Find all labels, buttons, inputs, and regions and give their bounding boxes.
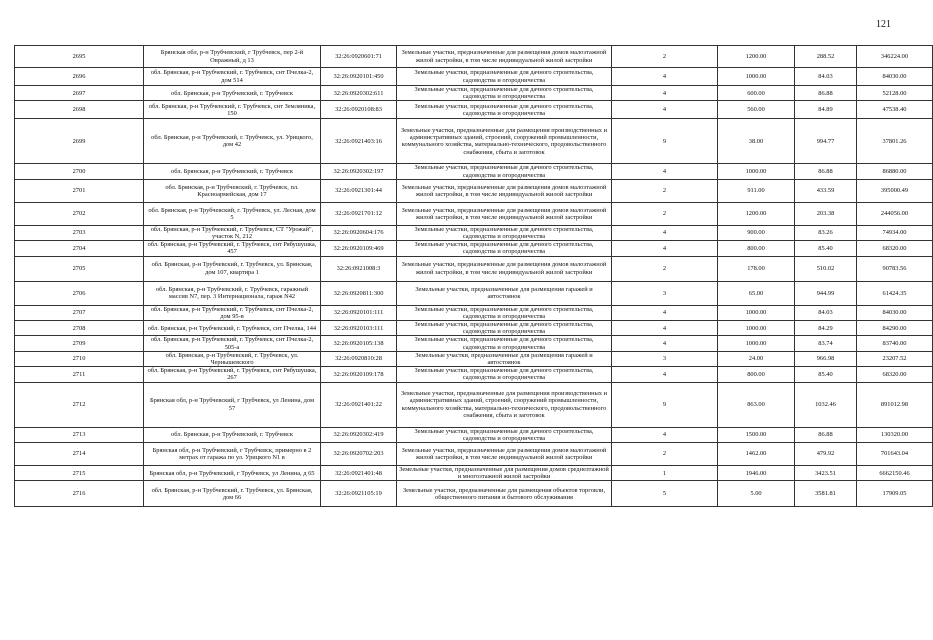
cadastral-value-cell: 244056.00	[857, 202, 933, 225]
row-number-cell: 2705	[15, 256, 144, 281]
cadastral-value-table	[14, 45, 933, 507]
area-cell: 1000.00	[718, 305, 795, 320]
land-use-cell: Земельные участки, предназначенные для дачного строительства, садоводства и огородничества	[397, 427, 612, 442]
land-use-cell: Земельные участки, предназначенные для размещения домов среднеэтажной и многоэтажной жилой застройки	[397, 466, 612, 481]
cadastral-value-cell: 86880.00	[857, 164, 933, 179]
address-cell: обл. Брянская, р-н Трубчевский, г. Трубчевск, снт Пчелка-2, дом 95-в	[144, 305, 321, 320]
page-number: 121	[876, 19, 891, 30]
row-number-cell: 2716	[15, 481, 144, 507]
table-row	[15, 202, 933, 225]
land-use-cell: Земельные участки, предназначенные для размещения домов малоэтажной жилой застройки, в том числе индивидуальной жилой застройки	[397, 179, 612, 202]
specific-value-cell: 3581.81	[795, 481, 857, 507]
cadastral-number-cell: 32:26:0920302:611	[321, 86, 397, 101]
land-use-cell: Земельные участки, предназначенные для размещения домов малоэтажной жилой застройки, в том числе индивидуальной жилой застройки	[397, 256, 612, 281]
use-group-cell: 5	[612, 481, 718, 507]
use-group-cell: 4	[612, 305, 718, 320]
cadastral-number-cell: 32:26:0920108:83	[321, 101, 397, 119]
cadastral-number-cell: 32:26:0921401:22	[321, 382, 397, 427]
area-cell: 900.00	[718, 225, 795, 240]
cadastral-number-cell: 32:26:0920302:419	[321, 427, 397, 442]
use-group-cell: 4	[612, 68, 718, 86]
row-number-cell: 2701	[15, 179, 144, 202]
land-use-cell: Земельные участки, предназначенные для дачного строительства, садоводства и огородничества	[397, 68, 612, 86]
cadastral-value-cell: 84030.00	[857, 305, 933, 320]
area-cell: 38.00	[718, 119, 795, 164]
use-group-cell: 9	[612, 382, 718, 427]
specific-value-cell: 83.74	[795, 336, 857, 351]
specific-value-cell: 85.40	[795, 367, 857, 382]
row-number-cell: 2706	[15, 281, 144, 305]
address-cell: Брянская обл, р-н Трубчевский, г Трубчевск, ул Ленина, дом 57	[144, 382, 321, 427]
row-number-cell: 2713	[15, 427, 144, 442]
table-row	[15, 367, 933, 382]
cadastral-number-cell: 32:26:0921701:12	[321, 202, 397, 225]
specific-value-cell: 85.40	[795, 241, 857, 256]
use-group-cell: 2	[612, 202, 718, 225]
row-number-cell: 2698	[15, 101, 144, 119]
use-group-cell: 2	[612, 443, 718, 466]
table-body	[15, 46, 933, 507]
table-row	[15, 86, 933, 101]
specific-value-cell: 86.88	[795, 164, 857, 179]
cadastral-value-cell: 6662150.46	[857, 466, 933, 481]
cadastral-value-cell: 701643.04	[857, 443, 933, 466]
use-group-cell: 2	[612, 179, 718, 202]
address-cell: обл. Брянская, р-н Трубчевский, г. Трубчевск, снт Рябушушка, 457	[144, 241, 321, 256]
row-number-cell: 2711	[15, 367, 144, 382]
use-group-cell: 2	[612, 256, 718, 281]
table-row	[15, 119, 933, 164]
use-group-cell: 1	[612, 466, 718, 481]
cadastral-number-cell: 32:26:0920101:111	[321, 305, 397, 320]
land-use-cell: Земельные участки, предназначенные для размещения домов малоэтажной жилой застройки, в том числе индивидуальной жилой застройки	[397, 443, 612, 466]
row-number-cell: 2709	[15, 336, 144, 351]
cadastral-number-cell: 32:26:0920109:178	[321, 367, 397, 382]
table-row	[15, 281, 933, 305]
area-cell: 65.00	[718, 281, 795, 305]
row-number-cell: 2702	[15, 202, 144, 225]
address-cell: Брянская обл, р-н Трубчевский, г Трубчевск, пер 2-й Овражный, д 13	[144, 46, 321, 68]
specific-value-cell: 83.26	[795, 225, 857, 240]
table-row	[15, 336, 933, 351]
address-cell: обл. Брянская, р-н Трубчевский, г. Трубчевск	[144, 427, 321, 442]
area-cell: 1946.00	[718, 466, 795, 481]
cadastral-number-cell: 32:26:0921008:3	[321, 256, 397, 281]
land-use-cell: Земельные участки, предназначенные для размещения объектов торговли, общественного питания и бытового обслуживания	[397, 481, 612, 507]
area-cell: 1000.00	[718, 164, 795, 179]
area-cell: 1000.00	[718, 336, 795, 351]
land-use-cell: Земельные участки, предназначенные для размещения домов малоэтажной жилой застройки, в том числе индивидуальной жилой застройки	[397, 46, 612, 68]
land-use-cell: Земельные участки, предназначенные для дачного строительства, садоводства и огородничества	[397, 305, 612, 320]
land-use-cell: Земельные участки, предназначенные для дачного строительства, садоводства и огородничества	[397, 336, 612, 351]
land-use-cell: Земельные участки, предназначенные для дачного строительства, садоводства и огородничества	[397, 101, 612, 119]
area-cell: 1200.00	[718, 46, 795, 68]
cadastral-value-cell: 74934.00	[857, 225, 933, 240]
cadastral-value-cell: 17909.05	[857, 481, 933, 507]
area-cell: 24.00	[718, 351, 795, 366]
specific-value-cell: 203.38	[795, 202, 857, 225]
address-cell: обл. Брянская, р-н Трубчевский, г. Трубчевск, снт Пчелка-2, дом 514	[144, 68, 321, 86]
land-use-cell: Земельные участки, предназначенные для размещения производственных и административных зданий, строений, сооружений промышленности, коммунального хозяйства, материально-технического, продовольственного снабжения, сбыта и заготовок	[397, 382, 612, 427]
address-cell: обл. Брянская, р-н Трубчевский, г. Трубчевск, ул. Урицкого, дом 42	[144, 119, 321, 164]
specific-value-cell: 288.52	[795, 46, 857, 68]
row-number-cell: 2700	[15, 164, 144, 179]
cadastral-value-cell: 130320.00	[857, 427, 933, 442]
address-cell: обл. Брянская, р-н Трубчевский, г. Трубчевск	[144, 164, 321, 179]
row-number-cell: 2712	[15, 382, 144, 427]
row-number-cell: 2707	[15, 305, 144, 320]
cadastral-value-cell: 346224.00	[857, 46, 933, 68]
use-group-cell: 3	[612, 281, 718, 305]
row-number-cell: 2714	[15, 443, 144, 466]
area-cell: 863.00	[718, 382, 795, 427]
land-use-cell: Земельные участки, предназначенные для дачного строительства, садоводства и огородничества	[397, 164, 612, 179]
specific-value-cell: 433.59	[795, 179, 857, 202]
table-row	[15, 481, 933, 507]
address-cell: обл. Брянская, р-н Трубчевский, г. Трубчевск, ул. Чернышевского	[144, 351, 321, 366]
cadastral-number-cell: 32:26:0921301:44	[321, 179, 397, 202]
area-cell: 560.00	[718, 101, 795, 119]
cadastral-number-cell: 32:26:0921403:16	[321, 119, 397, 164]
cadastral-value-cell: 37801.26	[857, 119, 933, 164]
address-cell: обл. Брянская, р-н Трубчевский, г. Трубчевск, ул. Брянская, дом 66	[144, 481, 321, 507]
cadastral-value-cell: 52128.00	[857, 86, 933, 101]
specific-value-cell: 84.03	[795, 305, 857, 320]
specific-value-cell: 86.88	[795, 427, 857, 442]
land-use-cell: Земельные участки, предназначенные для размещения производственных и административных зданий, строений, сооружений промышленности, коммунального хозяйства, материально-технического, продовольственного снабжения, сбыта и заготовок	[397, 119, 612, 164]
cadastral-number-cell: 32:26:0920101:450	[321, 68, 397, 86]
use-group-cell: 2	[612, 46, 718, 68]
cadastral-value-cell: 891012.98	[857, 382, 933, 427]
row-number-cell: 2708	[15, 321, 144, 336]
address-cell: обл. Брянская, р-н Трубчевский, г. Трубчевск, снт Пчелка, 144	[144, 321, 321, 336]
address-cell: обл. Брянская, р-н Трубчевский, г. Трубчевск, СТ "Урожай", участок N, 212	[144, 225, 321, 240]
area-cell: 5.00	[718, 481, 795, 507]
table-row	[15, 382, 933, 427]
use-group-cell: 4	[612, 241, 718, 256]
address-cell: обл. Брянская, р-н Трубчевский, г. Трубчевск, снт Земляника, 150	[144, 101, 321, 119]
land-use-cell: Земельные участки, предназначенные для размещения гаражей и автостоянок	[397, 281, 612, 305]
cadastral-value-cell: 90783.56	[857, 256, 933, 281]
area-cell: 178.00	[718, 256, 795, 281]
row-number-cell: 2703	[15, 225, 144, 240]
cadastral-value-cell: 68320.00	[857, 241, 933, 256]
address-cell: обл. Брянская, р-н Трубчевский, г. Трубчевск, ул. Брянская, дом 107, квартира 1	[144, 256, 321, 281]
area-cell: 800.00	[718, 367, 795, 382]
cadastral-number-cell: 32:26:0920604:176	[321, 225, 397, 240]
area-cell: 600.00	[718, 86, 795, 101]
cadastral-value-cell: 83740.00	[857, 336, 933, 351]
land-use-cell: Земельные участки, предназначенные для размещения гаражей и автостоянок	[397, 351, 612, 366]
cadastral-number-cell: 32:26:0921105:19	[321, 481, 397, 507]
row-number-cell: 2696	[15, 68, 144, 86]
row-number-cell: 2697	[15, 86, 144, 101]
area-cell: 1500.00	[718, 427, 795, 442]
table-row	[15, 466, 933, 481]
use-group-cell: 4	[612, 101, 718, 119]
specific-value-cell: 84.29	[795, 321, 857, 336]
cadastral-value-cell: 84290.00	[857, 321, 933, 336]
table-row	[15, 164, 933, 179]
area-cell: 1200.00	[718, 202, 795, 225]
land-use-cell: Земельные участки, предназначенные для дачного строительства, садоводства и огородничества	[397, 86, 612, 101]
specific-value-cell: 1032.46	[795, 382, 857, 427]
table-row	[15, 101, 933, 119]
cadastral-number-cell: 32:26:0920105:138	[321, 336, 397, 351]
cadastral-value-cell: 84030.00	[857, 68, 933, 86]
row-number-cell: 2699	[15, 119, 144, 164]
cadastral-number-cell: 32:26:0920109:469	[321, 241, 397, 256]
table-row	[15, 427, 933, 442]
use-group-cell: 3	[612, 351, 718, 366]
cadastral-number-cell: 32:26:0920702:203	[321, 443, 397, 466]
use-group-cell: 9	[612, 119, 718, 164]
area-cell: 800.00	[718, 241, 795, 256]
use-group-cell: 4	[612, 225, 718, 240]
area-cell: 1000.00	[718, 68, 795, 86]
table-row	[15, 46, 933, 68]
address-cell: обл. Брянская, р-н Трубчевский, г. Трубчевск, ул. Лесная, дом 5	[144, 202, 321, 225]
address-cell: Брянская обл, р-н Трубчевский, г Трубчевск, примерно в 2 метрах от гаража по ул. Урицкого N1 в	[144, 443, 321, 466]
specific-value-cell: 3423.51	[795, 466, 857, 481]
cadastral-number-cell: 32:26:0920103:111	[321, 321, 397, 336]
use-group-cell: 4	[612, 336, 718, 351]
land-use-cell: Земельные участки, предназначенные для дачного строительства, садоводства и огородничества	[397, 241, 612, 256]
address-cell: обл. Брянская, р-н Трубчевский, г. Трубчевск	[144, 86, 321, 101]
cadastral-number-cell: 32:26:0920601:71	[321, 46, 397, 68]
address-cell: Брянская обл, р-н Трубчевский, г Трубчевск, ул Ленина, д 65	[144, 466, 321, 481]
row-number-cell: 2704	[15, 241, 144, 256]
specific-value-cell: 84.89	[795, 101, 857, 119]
use-group-cell: 4	[612, 86, 718, 101]
specific-value-cell: 86.88	[795, 86, 857, 101]
specific-value-cell: 510.02	[795, 256, 857, 281]
land-use-cell: Земельные участки, предназначенные для дачного строительства, садоводства и огородничества	[397, 225, 612, 240]
specific-value-cell: 84.03	[795, 68, 857, 86]
cadastral-number-cell: 32:26:0920810:28	[321, 351, 397, 366]
land-use-cell: Земельные участки, предназначенные для дачного строительства, садоводства и огородничества	[397, 321, 612, 336]
cadastral-value-cell: 61424.35	[857, 281, 933, 305]
specific-value-cell: 944.99	[795, 281, 857, 305]
table-row	[15, 443, 933, 466]
cadastral-number-cell: 32:26:0920811:300	[321, 281, 397, 305]
table-row	[15, 305, 933, 320]
row-number-cell: 2710	[15, 351, 144, 366]
area-cell: 1462.00	[718, 443, 795, 466]
land-use-cell: Земельные участки, предназначенные для дачного строительства, садоводства и огородничества	[397, 367, 612, 382]
use-group-cell: 4	[612, 321, 718, 336]
specific-value-cell: 479.92	[795, 443, 857, 466]
area-cell: 1000.00	[718, 321, 795, 336]
table-row	[15, 179, 933, 202]
address-cell: обл. Брянская, р-н Трубчевский, г. Трубчевск, снт Пчелка-2, 505-а	[144, 336, 321, 351]
cadastral-value-cell: 23207.52	[857, 351, 933, 366]
cadastral-value-cell: 47538.40	[857, 101, 933, 119]
cadastral-value-cell: 395000.49	[857, 179, 933, 202]
land-use-cell: Земельные участки, предназначенные для размещения домов малоэтажной жилой застройки, в том числе индивидуальной жилой застройки	[397, 202, 612, 225]
use-group-cell: 4	[612, 427, 718, 442]
address-cell: обл. Брянская, р-н Трубчевский, г. Трубчевск, пл. Красноармейская, дом 17	[144, 179, 321, 202]
use-group-cell: 4	[612, 164, 718, 179]
cadastral-number-cell: 32:26:0921401:48	[321, 466, 397, 481]
area-cell: 911.00	[718, 179, 795, 202]
row-number-cell: 2715	[15, 466, 144, 481]
address-cell: обл. Брянская, р-н Трубчевский, г. Трубчевск, снт Рябушушка, 267	[144, 367, 321, 382]
cadastral-number-cell: 32:26:0920302:197	[321, 164, 397, 179]
cadastral-value-cell: 68320.00	[857, 367, 933, 382]
row-number-cell: 2695	[15, 46, 144, 68]
table-row	[15, 256, 933, 281]
table-row	[15, 241, 933, 256]
use-group-cell: 4	[612, 367, 718, 382]
address-cell: обл. Брянская, р-н Трубчевский, г. Трубчевск, гаражный массив N7, пер. 3 Интернационала, гараж N42	[144, 281, 321, 305]
table-row	[15, 321, 933, 336]
specific-value-cell: 994.77	[795, 119, 857, 164]
table-row	[15, 225, 933, 240]
table-row	[15, 68, 933, 86]
table-row	[15, 351, 933, 366]
specific-value-cell: 966.98	[795, 351, 857, 366]
